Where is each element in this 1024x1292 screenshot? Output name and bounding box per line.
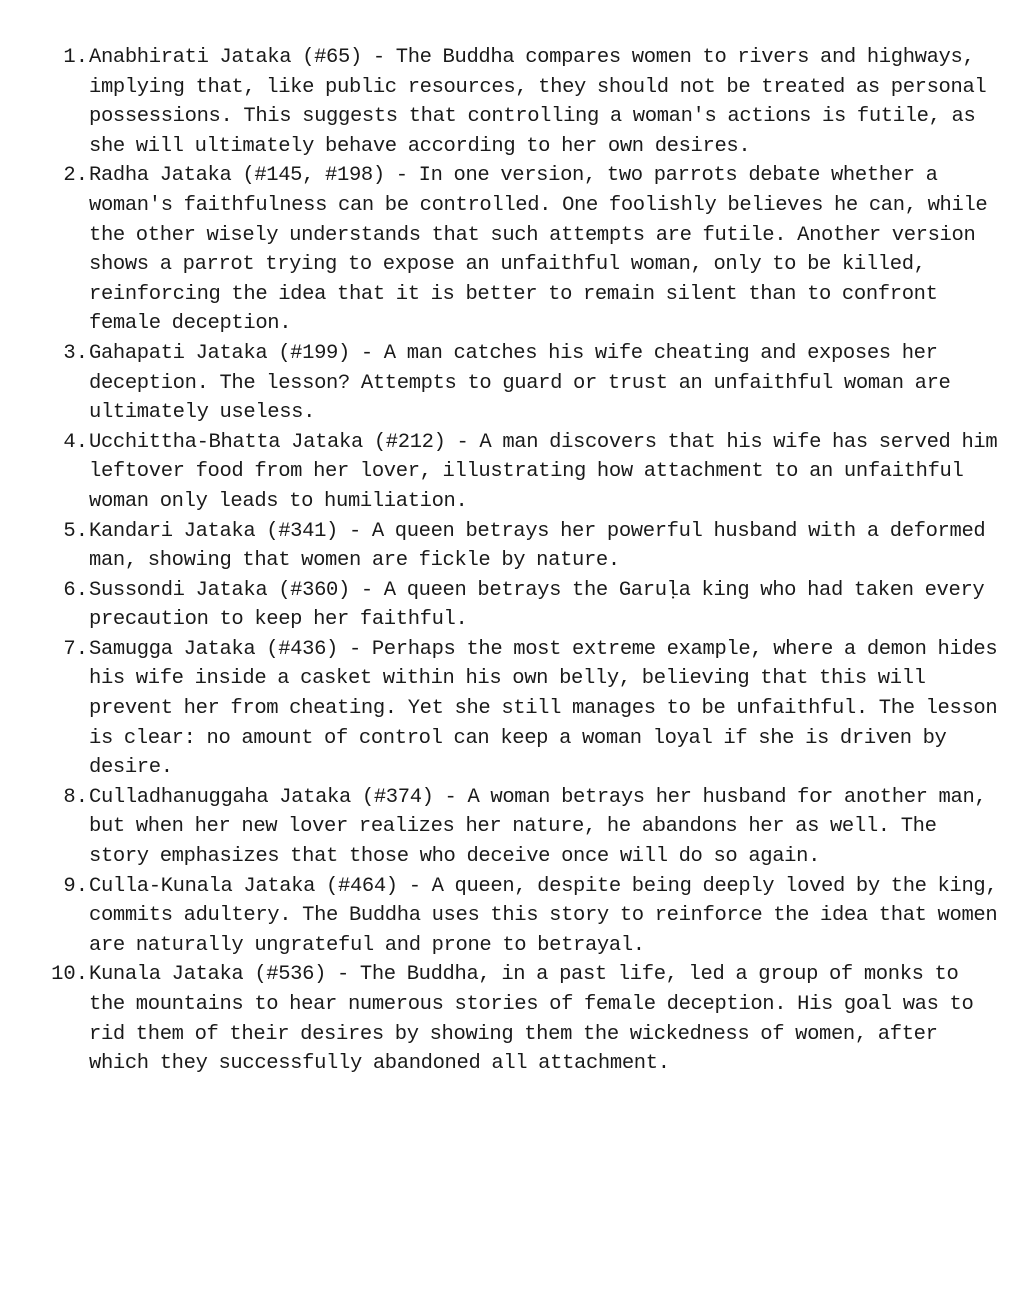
list-item-number: 5. [63, 519, 88, 543]
list-item [42, 339, 1002, 428]
list-item-text: Samugga Jataka (#436) - Perhaps the most extreme example, where a demon hides his wife inside a casket within his own belly, believing that this will prevent her from cheating. Yet she still manages to be unfaithful. The lesson is clear: no amount of control can keep a woman loyal if she is driven by desire. [89, 637, 998, 780]
list-item-text: Gahapati Jataka (#199) - A man catches his wife cheating and exposes her deception. The lesson? Attempts to guard or trust an unfaithful woman are ultimately useless. [89, 341, 951, 425]
list-item-number: 4. [63, 430, 88, 454]
list-item [42, 872, 1002, 961]
list-item [42, 783, 1002, 872]
list-item [42, 43, 1002, 161]
list-item [42, 428, 1002, 517]
list-item-text: Sussondi Jataka (#360) - A queen betrays the Garuḷa king who had taken every precaution to keep her faithful. [89, 578, 985, 632]
list-item-text: Ucchittha-Bhatta Jataka (#212) - A man discovers that his wife has served him leftover food from her lover, illustrating how attachment to an unfaithful woman only leads to humiliation. [89, 430, 998, 513]
list-item [42, 960, 1002, 1078]
list-item [42, 635, 1002, 783]
list-item-number: 8. [63, 785, 88, 809]
list-item-number: 3. [63, 341, 88, 365]
list-item-number: 1. [63, 46, 88, 69]
list-item [42, 161, 1002, 339]
list-item-text: Kunala Jataka (#536) - The Buddha, in a past life, led a group of monks to the mountains to hear numerous stories of female deception. His goal was to rid them of their desires by showing them the wickedness of women, after which they successfully abandoned all attachment. [89, 963, 974, 1076]
list-item-text: Culladhanuggaha Jataka (#374) - A woman betrays her husband for another man, but when her new lover realizes her nature, he abandons her as well. The story emphasizes that those who deceive once will do so again. [89, 785, 987, 869]
list-item-number: 7. [63, 637, 88, 661]
list-item [42, 576, 1002, 635]
list-item-number: 10. [51, 963, 88, 987]
list-item-text: Culla-Kunala Jataka (#464) - A queen, despite being deeply loved by the king, commits adultery. The Buddha uses this story to reinforce the idea that women are naturally ungrateful and prone to betrayal. [89, 874, 998, 957]
list-item-text: Anabhirati Jataka (#65) - The Buddha compares women to rivers and highways, implying that, like public resources, they should not be treated as personal possessions. This suggests that controlling a woman's actions is futile, as she will ultimately behave according to her own desires. [89, 46, 987, 158]
list-item [42, 517, 1002, 576]
list-item-text: Radha Jataka (#145, #198) - In one version, two parrots debate whether a woman's faithfulness can be controlled. One foolishly believes he can, while the other wisely understands that such attempts are futile. Another version shows a parrot trying to expose an unfaithful woman, only to be killed, reinforcing the idea that it is better to remain silent than to confront female deception. [89, 164, 988, 336]
list-item-number: 2. [63, 164, 88, 188]
list-item-number: 6. [63, 578, 88, 602]
list-item-text: Kandari Jataka (#341) - A queen betrays her powerful husband with a deformed man, showing that women are fickle by nature. [89, 519, 986, 573]
list-item-number: 9. [63, 874, 88, 898]
jataka-list [42, 43, 1002, 1079]
